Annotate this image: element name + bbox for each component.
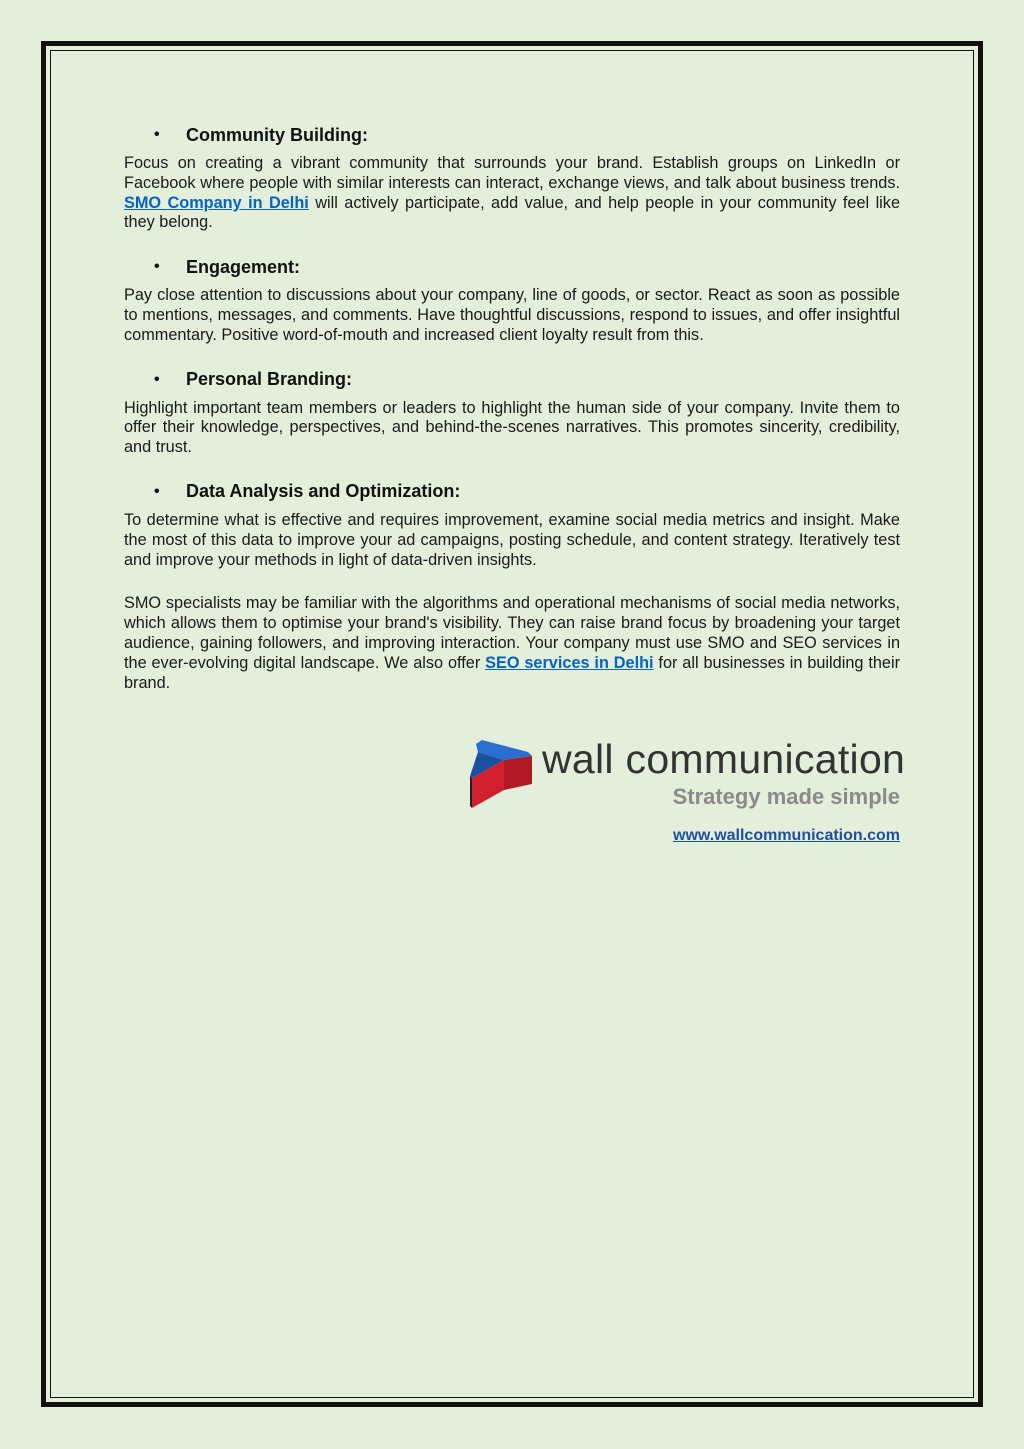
section-heading — [124, 478, 900, 506]
section-heading — [124, 253, 900, 281]
section-personal-branding — [124, 366, 900, 458]
closing-paragraph: SMO specialists may be familiar with the algorithms and operational mechanisms of social media networks, which allows them to optimise your brand's visibility. They can raise brand focus by broadening your target audience, gaining followers, and improving interaction. Your company must use SMO and SEO services in the ever-evolving digital landscape. We also offer SEO services in Delhi for all businesses in building their brand. — [124, 594, 900, 692]
heading-text: Personal Branding: — [186, 369, 353, 390]
logo-name: wall communication — [542, 736, 906, 782]
section-paragraph: Pay close attention to discussions about your company, line of goods, or sector. React as soon as possible to mentions, messages, and comments. Have thoughtful discussions, respond to issues, and offer insightful commentary. Positive word-of-mouth and increased client loyalty result from this. — [124, 286, 900, 344]
section-heading — [124, 366, 900, 394]
heading-text: Data Analysis and Optimization: — [186, 481, 461, 502]
logo-tagline: Strategy made simple — [672, 784, 900, 809]
document-body — [124, 121, 900, 693]
heading-text: Community Building: — [186, 124, 368, 145]
smo-company-link[interactable]: SMO Company in Delhi — [124, 193, 309, 212]
bullet-icon: • — [154, 482, 160, 500]
seo-services-link[interactable]: SEO services in Delhi — [485, 653, 654, 672]
section-data-analysis — [124, 478, 900, 570]
bullet-icon: • — [154, 258, 160, 276]
website-link[interactable]: www.wallcommunication.com — [673, 827, 900, 844]
heading-text: Engagement: — [186, 256, 301, 277]
bullet-icon: • — [154, 370, 160, 388]
section-heading — [124, 121, 900, 149]
section-engagement — [124, 253, 900, 345]
bullet-icon: • — [154, 126, 160, 143]
section-paragraph: Focus on creating a vibrant community that surrounds your brand. Establish groups on LinkedIn or Facebook where people with similar interests can interact, exchange views, and talk about business trends. SMO Company in Delhi will actively participate, add value, and help people in your community feel like they belong. — [124, 154, 900, 232]
section-paragraph: Highlight important team members or leaders to highlight the human side of your company. Invite them to offer their knowledge, perspectives, and behind-the-scenes narratives. This promotes sincerity, credibility, and trust. — [124, 398, 900, 457]
section-community-building — [124, 121, 900, 233]
company-logo — [468, 736, 906, 816]
logo-mark-icon — [468, 738, 538, 810]
section-paragraph: To determine what is effective and requires improvement, examine social media metrics and insight. Make the most of this data to improve your ad campaigns, posting schedule, and content strategy. Iteratively test and improve your methods in light of data-driven insights. — [124, 510, 900, 569]
